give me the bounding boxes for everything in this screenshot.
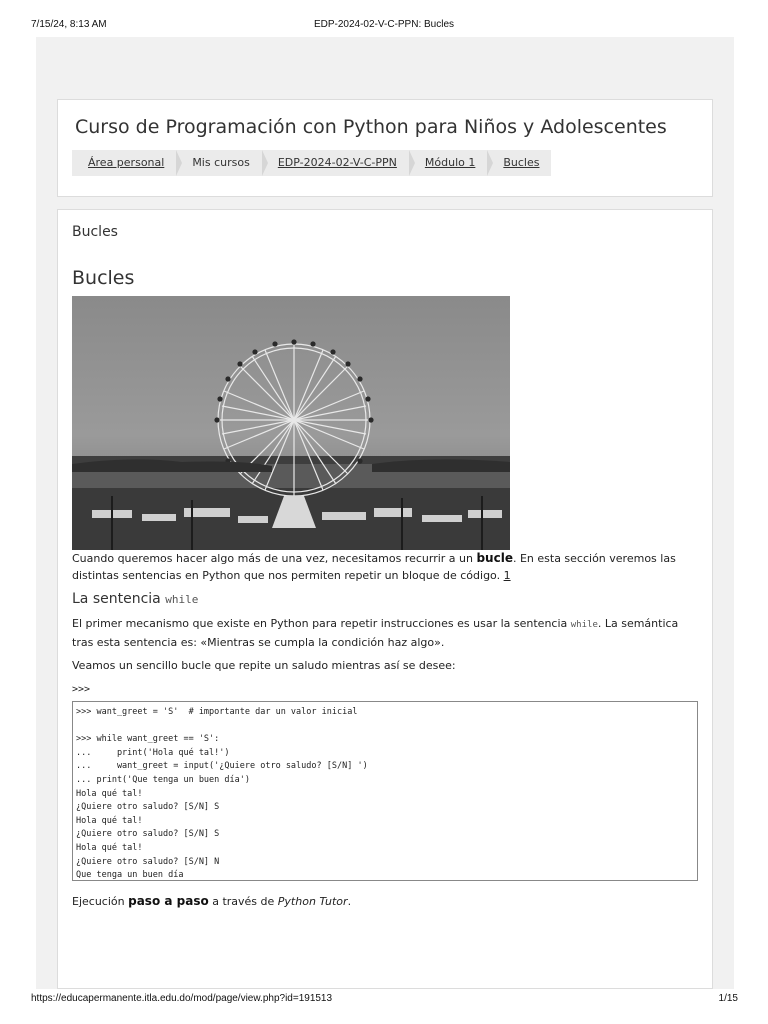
example-intro: Veamos un sencillo bucle que repite un saludo mientras así se desee: [72, 659, 456, 672]
while-text-before: El primer mecanismo que existe en Python para repetir instrucciones es usar la sentencia [72, 617, 571, 630]
intro-text-before: Cuando queremos hacer algo más de una vez, necesitamos recurrir a un [72, 552, 477, 565]
execution-text-before: Ejecución [72, 895, 129, 908]
execution-text-middle: a través de [208, 895, 278, 908]
print-datetime: 7/15/24, 8:13 AM [31, 19, 107, 30]
while-inline-code: while [570, 620, 598, 630]
code-line: ... print('Hola qué tal!') [76, 747, 230, 758]
intro-text-after: . En esta sección veremos las distintas sentencias en Python que nos permiten repetir un bloque de código. [72, 552, 676, 582]
breadcrumb-modulo[interactable]: Módulo 1 [409, 150, 487, 176]
breadcrumb [72, 150, 551, 176]
section-heading-code: while [165, 593, 199, 606]
execution-text-after: . [347, 895, 352, 908]
code-line: Hola qué tal! [76, 815, 143, 826]
code-line: >>> want_greet = 'S' # importante dar un valor inicial [76, 707, 358, 717]
code-line [76, 720, 694, 734]
code-block [72, 701, 698, 881]
page-title: Bucles [72, 224, 118, 240]
code-line: ¿Quiere otro saludo? [S/N] S [76, 802, 220, 813]
while-paragraph [72, 615, 702, 651]
print-header [0, 19, 768, 33]
print-url: https://educapermanente.itla.edu.do/mod/page/view.php?id=191513 [31, 993, 333, 1004]
print-page-count: 1/15 [718, 993, 738, 1004]
code-line: Que tenga un buen día [76, 870, 184, 881]
intro-paragraph [72, 550, 702, 584]
execution-emphasis: paso a paso [128, 894, 209, 908]
section-heading-while [72, 591, 198, 607]
intro-emphasis: bucle [476, 551, 513, 565]
print-page-title: EDP-2024-02-V-C-PPN: Bucles [313, 19, 455, 30]
prompt-marker: >>> [72, 684, 91, 695]
section-heading-label: La sentencia [72, 591, 166, 607]
code-line: ... print('Que tenga un buen día') [76, 774, 250, 785]
python-tutor-link[interactable]: Python Tutor [277, 895, 348, 908]
while-text-after: . La semántica tras esta sentencia es: «Mientras se cumpla la condición haz algo». [72, 617, 679, 649]
breadcrumb-mis-cursos[interactable]: Mis cursos [176, 150, 262, 176]
code-line: Hola qué tal! [76, 788, 143, 799]
code-line: ¿Quiere otro saludo? [S/N] S [76, 829, 220, 840]
breadcrumb-bucles[interactable]: Bucles [503, 156, 540, 169]
code-line: Hola qué tal! [76, 842, 143, 853]
execution-paragraph [72, 893, 702, 910]
breadcrumb-area-personal[interactable]: Área personal [72, 150, 176, 176]
code-line: >>> while want_greet == 'S': [76, 734, 220, 745]
code-line: ... want_greet = input('¿Quiere otro saludo? [S/N] ') [76, 761, 368, 772]
code-line: ¿Quiere otro saludo? [S/N] N [76, 856, 220, 867]
course-title: Curso de Programación con Python para Niños y Adolescentes [75, 116, 667, 138]
footnote-link[interactable]: 1 [503, 569, 511, 582]
ferris-wheel-image [72, 296, 510, 550]
course-header-card [57, 99, 713, 197]
print-footer [0, 993, 768, 1007]
content-card [57, 209, 713, 989]
content-heading: Bucles [72, 267, 135, 289]
breadcrumb-course[interactable]: EDP-2024-02-V-C-PPN [262, 150, 409, 176]
